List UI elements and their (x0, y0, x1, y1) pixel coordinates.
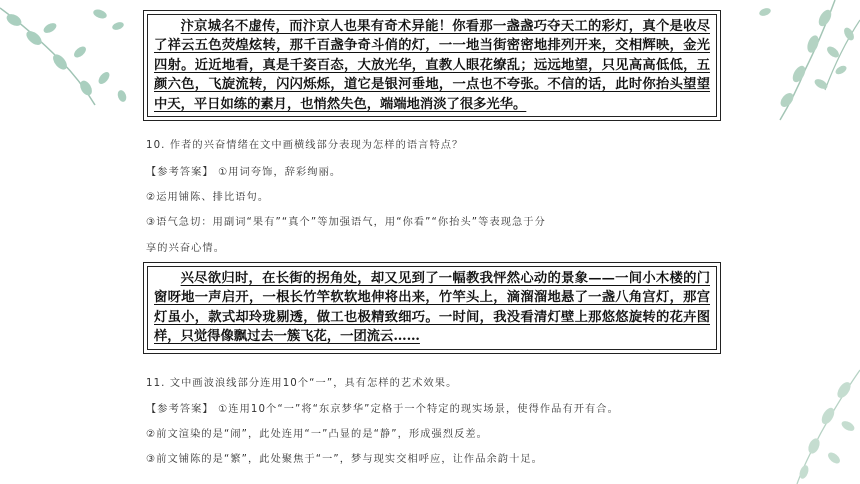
question-10: 10. 作者的兴奋情绪在文中画横线部分表现为怎样的语言特点？ (146, 140, 464, 151)
leaf-decoration-bottom-right (752, 360, 860, 484)
passage-box-2 (143, 262, 721, 354)
answer-10-line-3: ③语气急切：用副词“果有”“真个”等加强语气，用“你看”“你抬头”等表现急于分 (146, 217, 546, 228)
leaf-decoration-top-left (0, 0, 150, 110)
answer-10-line-1: 【参考答案】 ①用词夸饰，辞彩绚丽。 (146, 167, 342, 178)
leaf-decoration-top-right (725, 0, 860, 125)
answer-11-line-3: ③前文铺陈的是“繁”，此处聚焦于“一”，梦与现实交相呼应，让作品余韵十足。 (146, 454, 543, 465)
passage-1-underlined: 汴京城名不虚传，而汴京人也果有奇术异能！你看那一盏盏巧夺天工的彩灯，真个是收尽了祥云五色荧煌炫转，那千百盏争奇斗俏的灯，一一地当街密密地排列开来，交相辉映，金光四射。近近地看，真是千姿百态，大放光华，直教人眼花缭乱；远远地望，只见高高低低，五颜六色，飞旋流转，闪闪烁烁，道它是银河垂地，一点也不夸张。不信的话，此时你抬头望望中天，平日如练的素月，也悄然失色，端端地消淡了很多光华。 (154, 19, 710, 112)
passage-text-1 (147, 14, 717, 117)
passage-2-underlined: 兴尽欲归时，在长街的拐角处，却又见到了一幅教我怦然心动的景象——一间小木楼的门窗呀地一声启开，一根长竹竿软软地伸将出来，竹竿头上，滴溜溜地悬了一盏八角宫灯，那宫灯虽小，款式却玲珑剔透，做工也极精致细巧。一时间，我没看清灯壁上那悠悠旋转的花卉图样，只觉得像飘过去一簇飞花，一团流云…… (154, 271, 710, 345)
passage-box-1 (143, 10, 721, 121)
passage-text-2 (147, 266, 717, 350)
answer-11-line-1: 【参考答案】 ①连用10个“一”将“东京梦华”定格于一个特定的现实场景，使得作品有开有合。 (146, 404, 619, 415)
answer-10-line-3-continued: 享的兴奋心情。 (146, 243, 226, 254)
question-11: 11. 文中画波浪线部分连用10个“一”，具有怎样的艺术效果。 (146, 378, 458, 389)
answer-11-line-2: ②前文渲染的是“闹”，此处连用“一”凸显的是“静”，形成强烈反差。 (146, 429, 488, 440)
answer-10-line-2: ②运用铺陈、排比语句。 (146, 192, 270, 203)
